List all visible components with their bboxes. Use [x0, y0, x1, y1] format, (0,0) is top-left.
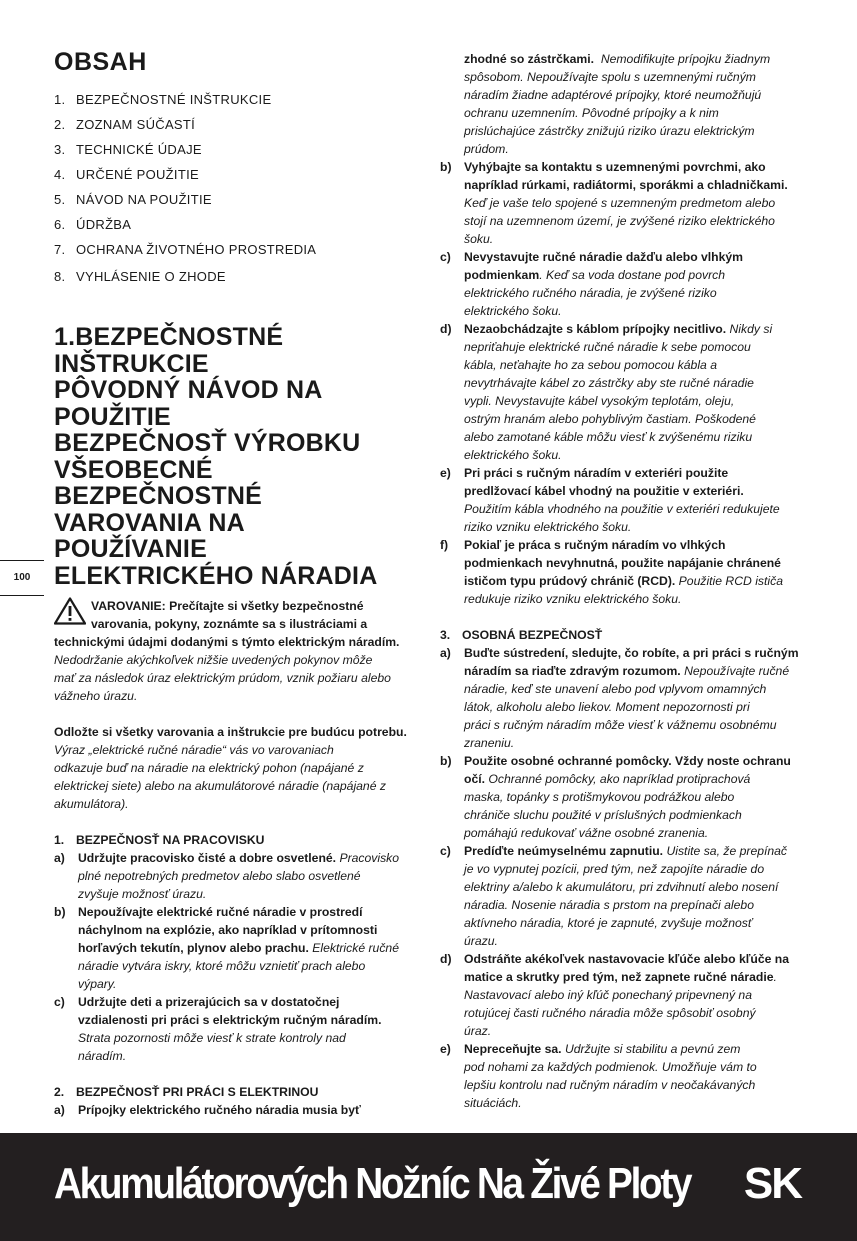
section-workplace-heading: [54, 831, 424, 849]
item-bold: horľavých tekutín, plynov alebo prachu.: [78, 941, 309, 955]
item-bold: vzdialenosti pri práci s elektrickým ručným náradím.: [78, 1013, 382, 1027]
toc-item-number: 8.: [54, 269, 66, 284]
item-letter: e): [440, 1042, 451, 1056]
item-bold: podmienkach nevyhnutná, použite napájanie chránené: [464, 556, 781, 570]
toc-item-label: OCHRANA ŽIVOTNÉHO PROSTREDIA: [76, 242, 317, 257]
toc-item-number: 5.: [54, 192, 66, 207]
section-title: BEZPEČNOSŤ PRI PRÁCI S ELEKTRINOU: [76, 1085, 319, 1099]
toc-item-number: 3.: [54, 142, 66, 157]
toc-item-number: 2.: [54, 117, 66, 132]
item-bold: Vyhýbajte sa kontaktu s uzemnenými povrchmi, ako: [464, 160, 766, 174]
item-letter: a): [54, 1103, 65, 1117]
section-electric-heading: [54, 1083, 424, 1101]
toc-item: [54, 264, 424, 289]
toc-item-label: URČENÉ POUŽITIE: [76, 167, 199, 182]
item-italic: lepšiu kontrolu nad ručným náradím v neočakávaných: [464, 1078, 756, 1092]
section-electric-items: [440, 158, 815, 608]
item-bold: Nevystavujte ručné náradie dažďu alebo vlhkým: [464, 250, 744, 264]
keep-instructions-italic: [54, 741, 424, 813]
item-letter: a): [54, 851, 65, 865]
item-letter: f): [440, 538, 449, 552]
item-italic: rotujúcej časti ručného náradia môže spôsobiť osobný: [464, 1006, 756, 1020]
footer-title: Akumulátorových Nožníc Na Živé Ploty: [54, 1159, 691, 1208]
item-italic: pomáhajú redukovať vážne osobné zranenia.: [464, 826, 709, 840]
item-bold: Prípojky elektrického ručného náradia musia byť: [78, 1103, 361, 1117]
item-italic: nevytrhávajte kábel zo zástrčky aby ste ručné náradie: [464, 376, 754, 390]
text-line: prúdom.: [464, 142, 509, 156]
item-bold: Nezaobchádzajte s káblom prípojky necitlivo.: [464, 322, 727, 336]
item-italic: alebo zamotané káble môžu viesť k zvýšenému riziku: [464, 430, 753, 444]
text-line: mať za následok úraz elektrickým prúdom, vznik požiaru alebo: [54, 671, 391, 685]
heading-line: POUŽÍVANIE: [54, 535, 207, 563]
toc-item-number: 1.: [54, 92, 66, 107]
toc-item: [54, 237, 424, 262]
item-italic-first: Nemodifikujte prípojku žiadnym: [600, 52, 771, 66]
toc-item: [54, 187, 424, 212]
warning-line-3: technickými údajmi dodanými s týmto elektrickým náradím.: [54, 635, 400, 649]
item-bold: Nepoužívajte elektrické ručné náradie v prostredí: [78, 905, 363, 919]
item-italic: náradia. Nosenie náradia s prstom na prepínači alebo: [464, 898, 754, 912]
list-item: [440, 320, 815, 464]
item-italic: Strata pozornosti môže viesť k strate kontroly nad: [78, 1031, 346, 1045]
item-italic-inline: Ochranné pomôcky, ako napríklad protiprachová: [488, 772, 751, 786]
item-bold: Udržujte pracovisko čisté a dobre osvetlené.: [78, 851, 337, 865]
item-italic-inline: Nepoužívajte ručné: [684, 664, 790, 678]
item-italic-inline: .: [773, 970, 777, 984]
item-letter: c): [440, 250, 451, 264]
item-italic: plné nepotrebných predmetov alebo slabo osvetlené: [78, 869, 361, 883]
warning-italic: [54, 651, 424, 705]
item-italic-inline: Udržujte si stabilitu a pevnú zem: [564, 1042, 741, 1056]
item-italic: úrazu.: [464, 934, 498, 948]
item-italic-inline: Nikdy si: [729, 322, 773, 336]
item-italic: Nastavovací alebo iný kľúč ponechaný pripevnený na: [464, 988, 752, 1002]
section-workplace: [54, 831, 424, 1065]
item-letter: a): [440, 646, 451, 660]
list-item: [54, 903, 424, 993]
item-letter: c): [440, 844, 451, 858]
heading-line: PÔVODNÝ NÁVOD NA: [54, 376, 323, 404]
item-bold: Odstráňte akékoľvek nastavovacie kľúče alebo kľúče na: [464, 952, 790, 966]
toc-item-number: 6.: [54, 217, 66, 232]
list-item: [440, 1040, 815, 1112]
toc-item-label: VYHLÁSENIE O ZHODE: [76, 269, 226, 284]
item-italic-inline: Použitie RCD ističa: [678, 574, 783, 588]
item-italic: redukuje riziko vzniku elektrického šoku.: [464, 592, 682, 606]
item-italic: vypli. Nevystavujte kábel vysokým teplotám, oleju,: [464, 394, 735, 408]
warning-block: [54, 597, 424, 705]
item-italic: zraneniu.: [464, 736, 515, 750]
list-item: [440, 644, 815, 752]
heading-line: VAROVANIA NA: [54, 508, 245, 537]
item-letter: e): [440, 466, 451, 480]
toc-item: [54, 162, 424, 187]
item-italic-inline: Elektrické ručné: [312, 941, 399, 955]
list-item: [440, 536, 815, 608]
item-italic-inline: Uistite sa, že prepínač: [666, 844, 788, 858]
section-number: 2.: [54, 1085, 65, 1099]
section-number: 1.: [54, 833, 65, 847]
list-item: [440, 158, 815, 248]
section-personal: [440, 626, 815, 1112]
item-bold: Predíďte neúmyselnému zapnutiu.: [464, 844, 664, 858]
language-code: SK: [743, 1159, 801, 1208]
item-italic: nepriťahuje elektrické ručné náradie k sebe pomocou: [464, 340, 751, 354]
text-line: ochranu uzemnením. Pôvodné prípojky a k nim: [464, 106, 719, 120]
item-bold: Pri práci s ručným náradím v exteriéri použite: [464, 466, 729, 480]
toc-item: [54, 112, 424, 137]
item-italic: elektriny a/alebo k akumulátoru, pri zdvihnutí alebo nosení: [464, 880, 779, 894]
item-italic: náradím.: [78, 1049, 127, 1063]
list-item: [440, 842, 815, 950]
text-line: Nedodržanie akýchkoľvek nižšie uvedených pokynov môže: [54, 653, 373, 667]
list-item: [440, 752, 815, 842]
footer-banner: [0, 1133, 857, 1241]
item-bold: Nepreceňujte sa.: [464, 1042, 562, 1056]
toc-item: [54, 212, 424, 237]
heading-line: BEZPEČNOSTNÉ: [54, 482, 262, 510]
text-line: odkazuje buď na náradie na elektrický pohon (napájané z: [54, 761, 364, 775]
heading-line: 1.BEZPEČNOSTNÉ: [54, 323, 284, 351]
item-bold: náradím sa riaďte zdravým rozumom.: [464, 664, 681, 678]
heading-line: ELEKTRICKÉHO NÁRADIA: [54, 561, 378, 590]
list-item: [440, 950, 815, 1040]
item-italic: stojí na uzemnenom území, je zvýšené riziko elektrického: [464, 214, 775, 228]
toc-item: [54, 87, 424, 112]
keep-instructions: [54, 723, 424, 813]
item-italic: elektrického šoku.: [464, 448, 562, 462]
toc-item-number: 7.: [54, 242, 66, 257]
item-italic: maska, topánky s protišmykovou podrážkou alebo: [464, 790, 735, 804]
item-italic: výpary.: [78, 977, 117, 991]
item-italic: náradie vytvára iskry, ktoré môžu vznietiť prach alebo: [78, 959, 366, 973]
toc-item-label: BEZPEČNOSTNÉ INŠTRUKCIE: [76, 92, 272, 107]
warning-line-1: VAROVANIE: Prečítajte si všetky bezpečnostné: [91, 599, 364, 613]
item-letter: d): [440, 952, 452, 966]
heading-line: POUŽITIE: [54, 402, 171, 431]
toc-item-number: 4.: [54, 167, 66, 182]
text-line: elektrickej siete) alebo na akumulátorové náradie (napájané z: [54, 779, 386, 793]
item-bold: zhodné so zástrčkami.: [464, 52, 595, 66]
item-bold: podmienkam: [464, 268, 540, 282]
text-line: prislúchajúce zástrčky znižujú riziko úrazu elektrickým: [464, 124, 755, 138]
text-line: náradím žiadne adaptérové prípojky, ktoré neumožňujú: [464, 88, 762, 102]
item-bold: Pokiaľ je práca s ručným náradím vo vlhkých: [464, 538, 726, 552]
item-italic: elektrického ručného náradia, je zvýšené riziko: [464, 286, 717, 300]
section-heading: [54, 324, 424, 589]
section-personal-heading: [440, 626, 815, 644]
right-column: [440, 50, 815, 1112]
item-bold: očí.: [464, 772, 485, 786]
item-letter: b): [54, 905, 66, 919]
item-bold: Použite osobné ochranné pomôcky. Vždy noste ochranu: [464, 754, 791, 768]
heading-line: INŠTRUKCIE: [54, 349, 209, 378]
section-workplace-items: [54, 849, 424, 1065]
list-item: [54, 1101, 424, 1119]
toc-item: [54, 137, 424, 162]
item-italic: riziko vzniku elektrického šoku.: [464, 520, 632, 534]
item-italic-inline: . Keď sa voda dostane pod povrch: [539, 268, 725, 282]
item-letter: b): [440, 160, 452, 174]
list-item: [54, 993, 424, 1065]
left-column: [54, 48, 424, 1119]
item-italic: ostrým hranám alebo pohyblivým častiam. Poškodené: [464, 412, 756, 426]
item-italic-inline: Pracovisko: [339, 851, 400, 865]
item-bold: napríklad rúrkami, radiátormi, sporákmi a chladničkami.: [464, 178, 788, 192]
item-italic: Keď je vaše telo spojené s uzemneným predmetom alebo: [464, 196, 776, 210]
item-italic: šoku.: [464, 232, 494, 246]
item-italic: kábla, neťahajte ho za sebou pomocou kábla a: [464, 358, 717, 372]
text-line: vážneho úrazu.: [54, 689, 138, 703]
list-item: [440, 464, 815, 536]
item-bold: Udržujte deti a prizerajúcich sa v dostatočnej: [78, 995, 340, 1009]
item-italic: situáciách.: [464, 1096, 522, 1110]
item-bold: matice a skrutky pred tým, než zapnete ručné náradie: [464, 970, 774, 984]
item-italic: Použitím kábla vhodného na použitie v exteriéri redukujete: [464, 502, 780, 516]
item-italic: práci s ručným náradím môže viesť k vážnemu osobnému: [464, 718, 777, 732]
item-bold: ističom typu prúdový chránič (RCD).: [464, 574, 676, 588]
toc-list: [54, 87, 424, 289]
item-letter: d): [440, 322, 452, 336]
warning-line-2: varovania, pokyny, zoznámte sa s ilustráciami a: [91, 617, 368, 631]
item-italic: pod nohami za každých podmienok. Umožňuje vám to: [464, 1060, 757, 1074]
text-line: akumulátora).: [54, 797, 129, 811]
toc-item-label: ÚDRŽBA: [76, 217, 132, 232]
item-italic: elektrického šoku.: [464, 304, 562, 318]
toc-title: OBSAH: [54, 48, 147, 76]
list-item: [440, 248, 815, 320]
item-italic: [464, 68, 815, 158]
item-italic: chrániče sluchu použité v príslušných podmienkach: [464, 808, 742, 822]
section-electric: [54, 1083, 424, 1119]
item-italic: je vo vypnutej pozícii, pred tým, než zapojíte náradie do: [464, 862, 765, 876]
item-bold: náchylnom na explózie, ako napríklad v prítomnosti: [78, 923, 378, 937]
item-italic: látok, alkoholu alebo liekov. Moment nepozornosti pri: [464, 700, 750, 714]
item-letter: c): [54, 995, 65, 1009]
toc-item-label: NÁVOD NA POUŽITIE: [76, 192, 212, 207]
warning-triangle-icon: [54, 597, 86, 625]
item-italic: aktívneho náradia, ktoré je zapnuté, zvyšuje možnosť: [464, 916, 753, 930]
item-letter: b): [440, 754, 452, 768]
keep-instructions-bold: Odložte si všetky varovania a inštrukcie pre budúcu potrebu.: [54, 725, 407, 739]
text-line: spôsobom. Nepoužívajte spolu s uzemnenými ručným: [464, 70, 756, 84]
section-title: OSOBNÁ BEZPEČNOSŤ: [462, 628, 603, 642]
page-number: 100: [0, 560, 44, 596]
item-italic: úraz.: [464, 1024, 492, 1038]
heading-line: BEZPEČNOSŤ VÝROBKU: [54, 429, 361, 457]
item-italic: zvyšuje možnosť úrazu.: [78, 887, 207, 901]
list-item-continued: [440, 50, 815, 158]
item-italic: náradie, keď ste unavení alebo pod vplyvom omamných: [464, 682, 767, 696]
toc-item-label: TECHNICKÉ ÚDAJE: [76, 142, 202, 157]
item-bold: Buďte sústredení, sledujte, čo robíte, a pri práci s ručným: [464, 646, 799, 660]
section-personal-items: [440, 644, 815, 1112]
item-bold: predlžovací kábel vhodný na použitie v exteriéri.: [464, 484, 744, 498]
text-line: Výraz „elektrické ručné náradie“ vás vo varovaniach: [54, 743, 334, 757]
section-title: BEZPEČNOSŤ NA PRACOVISKU: [76, 833, 265, 847]
toc-item-label: ZOZNAM SÚČASTÍ: [76, 117, 196, 132]
list-item: [54, 849, 424, 903]
heading-line: VŠEOBECNÉ: [54, 455, 213, 484]
section-number: 3.: [440, 628, 451, 642]
